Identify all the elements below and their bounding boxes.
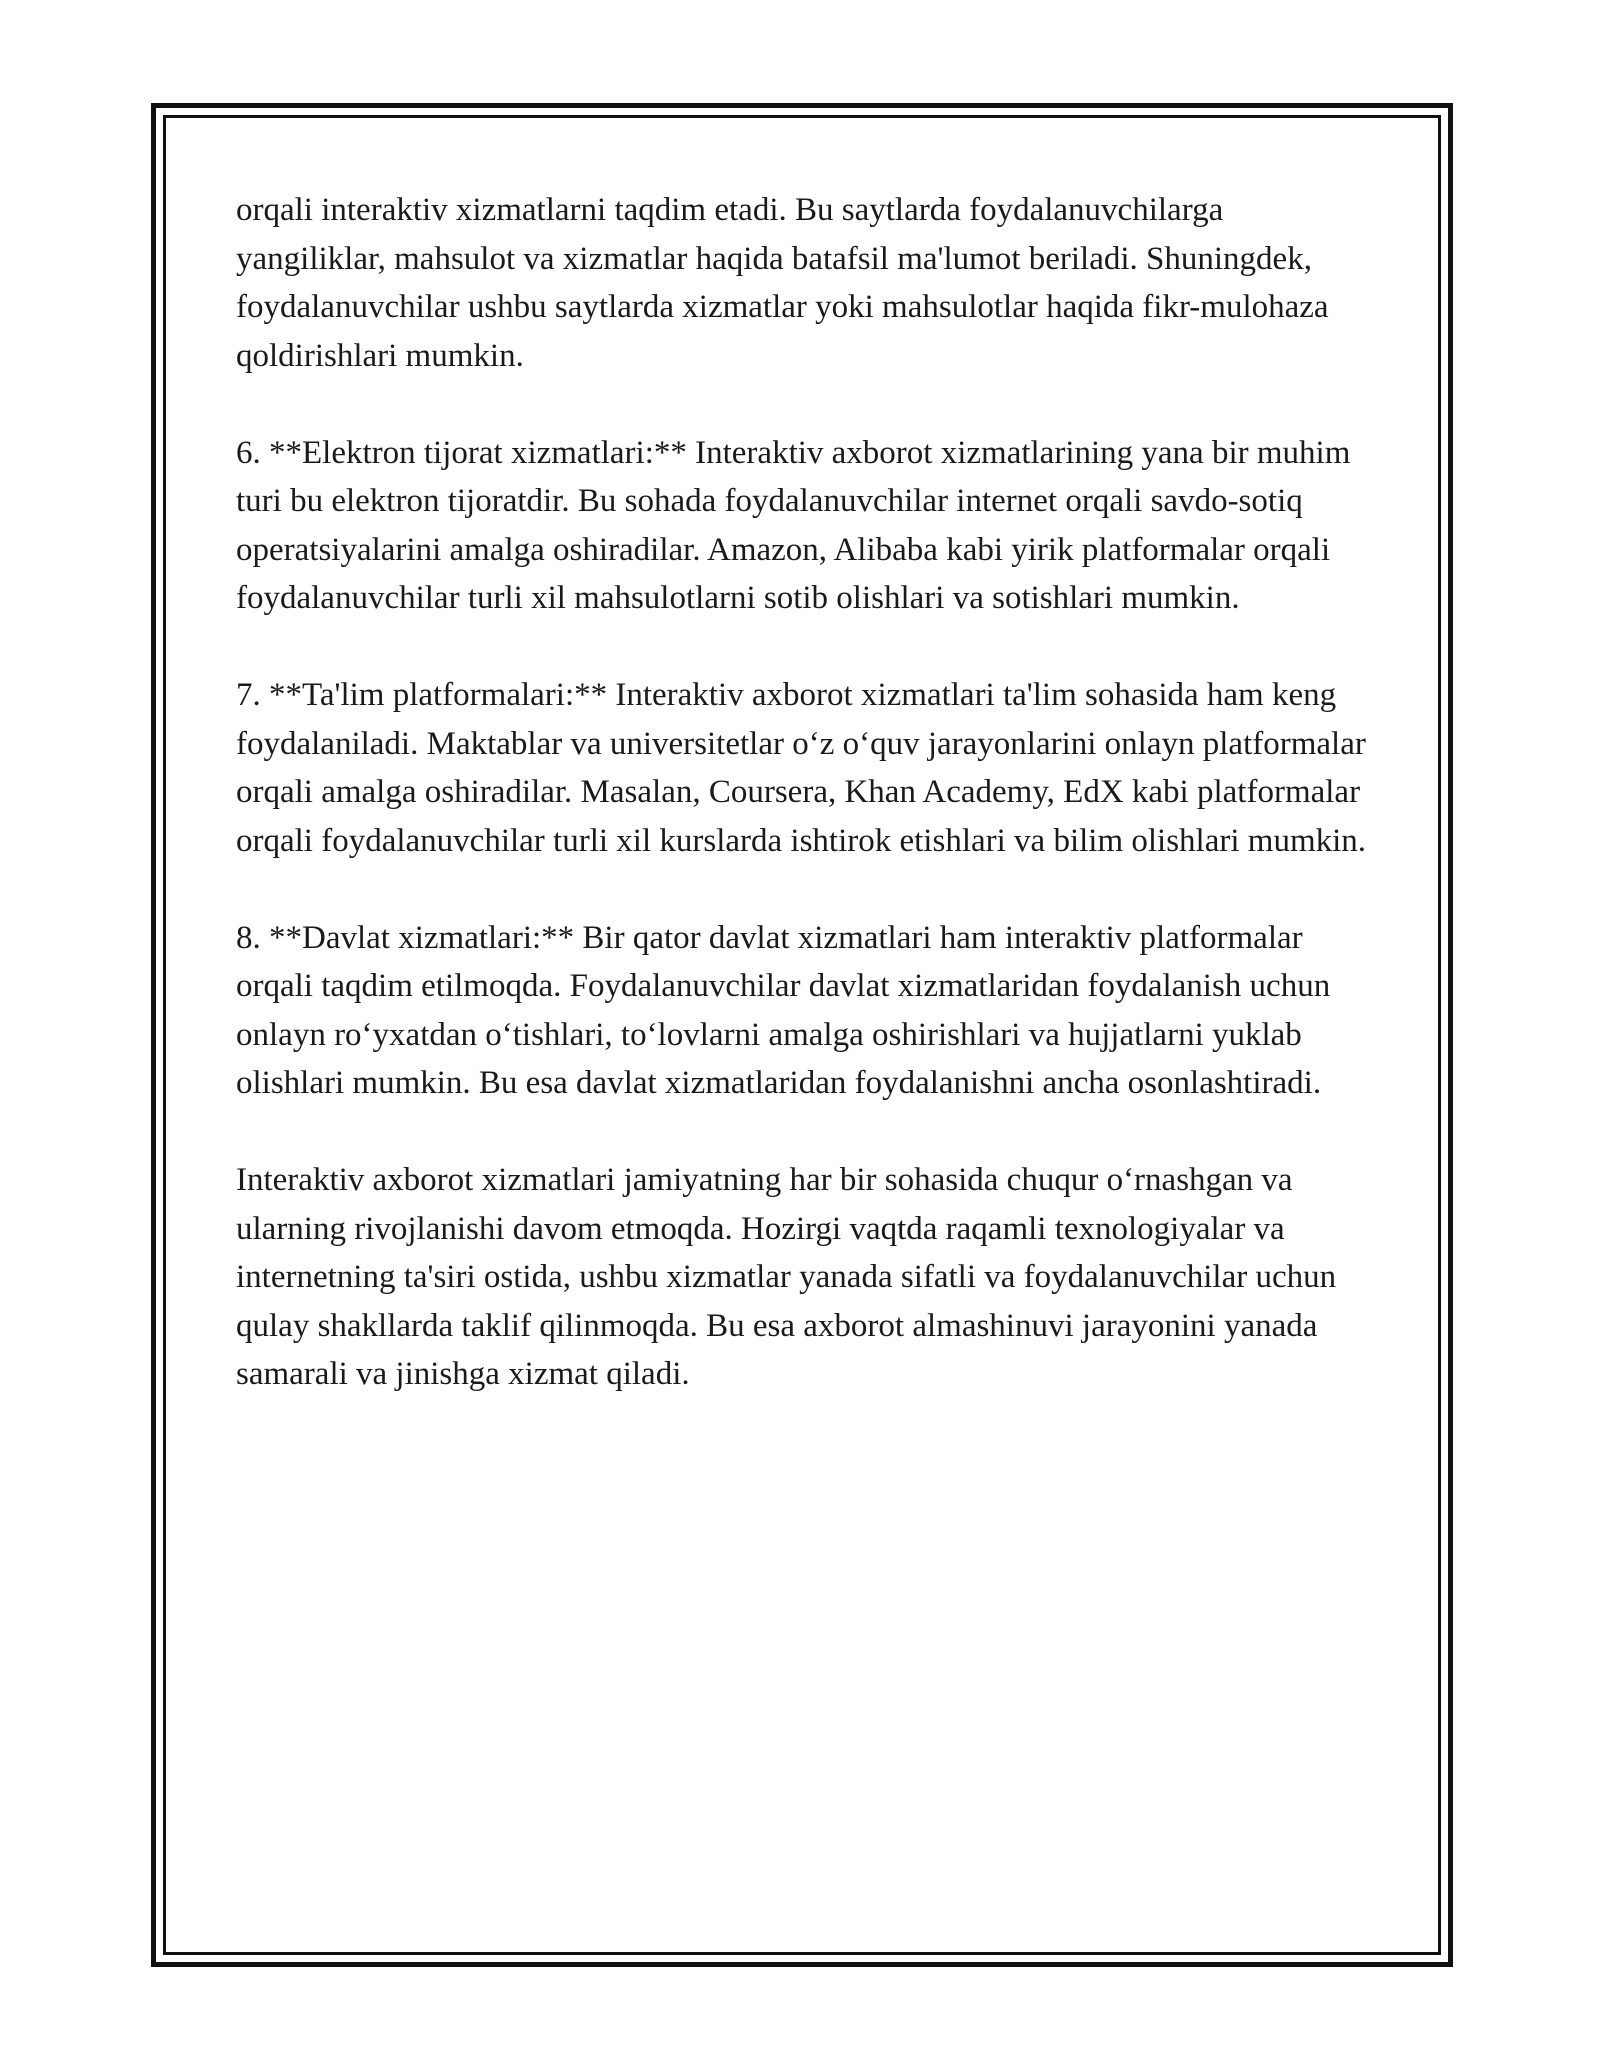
paragraph-government-services: 8. **Davlat xizmatlari:** Bir qator davlat xizmatlari ham interaktiv platformalar orqali taqdim etilmoqda. Foydalanuvchilar davlat xizmatlaridan foydalanish uchun onlayn ro‘yxatdan o‘tishlari, to‘lovlarni amalga oshirishlari va hujjatlarni yuklab olishlari mumkin. Bu esa davlat xizmatlaridan foydalanishni ancha osonlashtiradi.: [236, 919, 1331, 1101]
document-body: [236, 186, 1376, 1447]
paragraph-ecommerce: 6. **Elektron tijorat xizmatlari:** Interaktiv axborot xizmatlarining yana bir muhim turi bu elektron tijoratdir. Bu sohada foydalanuvchilar internet orqali savdo-sotiq operatsiyalarini amalga oshiradilar. Amazon, Alibaba kabi yirik platformalar orqali foydalanuvchilar turli xil mahsulotlarni sotib olishlari va sotishlari mumkin.: [236, 434, 1351, 616]
paragraph-education-platforms: 7. **Ta'lim platformalari:** Interaktiv axborot xizmatlari ta'lim sohasida ham keng foydalaniladi. Maktablar va universitetlar o‘z o‘quv jarayonlarini onlayn platformalar orqali amalga oshiradilar. Masalan, Coursera, Khan Academy, EdX kabi platformalar orqali foydalanuvchilar turli xil kurslarda ishtirok etishlari va bilim olishlari mumkin.: [236, 677, 1367, 859]
paragraph-intro-continuation: orqali interaktiv xizmatlarni taqdim etadi. Bu saytlarda foydalanuvchilarga yangiliklar, mahsulot va xizmatlar haqida batafsil ma'lumot beriladi. Shuningdek, foydalanuvchilar ushbu saytlarda xizmatlar yoki mahsulotlar haqida fikr-mulohaza qoldirishlari mumkin.: [236, 192, 1329, 374]
paragraph-conclusion: Interaktiv axborot xizmatlari jamiyatning har bir sohasida chuqur o‘rnashgan va ularning rivojlanishi davom etmoqda. Hozirgi vaqtda raqamli texnologiyalar va internetning ta'siri ostida, ushbu xizmatlar yanada sifatli va foydalanuvchilar uchun qulay shakllarda taklif qilinmoqda. Bu esa axborot almashinuvi jarayonini yanada samarali va jinishga xizmat qiladi.: [236, 1162, 1337, 1392]
